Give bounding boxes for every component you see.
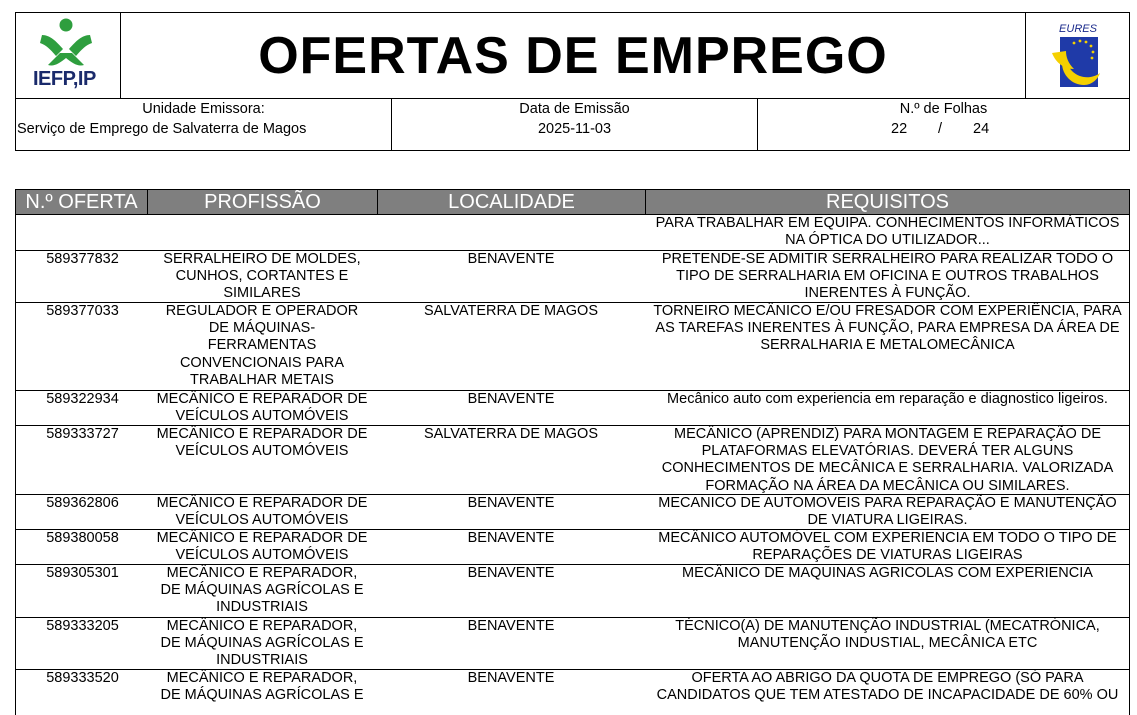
oferta-number: 589333205	[46, 618, 119, 634]
iefp-logo	[16, 13, 121, 98]
table-row	[16, 391, 1129, 426]
localidade: BENAVENTE	[467, 495, 555, 511]
oferta-number: 589377832	[46, 251, 119, 267]
column-header-oferta: N.º OFERTA	[25, 191, 138, 213]
requisitos: PARA TRABALHAR EM EQUIPA. CONHECIMENTOS INFORMÁTICOS NA ÓPTICA DO UTILIZADOR...	[655, 215, 1120, 249]
oferta-number: 589333727	[46, 426, 119, 442]
profissao: MECÂNICO E REPARADOR, DE MÁQUINAS AGRÍCOLAS E INDUSTRIAIS	[160, 565, 364, 616]
localidade: BENAVENTE	[467, 565, 555, 581]
localidade: BENAVENTE	[467, 618, 555, 634]
table-row	[16, 303, 1129, 391]
requisitos: MECÂNICO (APRENDIZ) PARA MONTAGEM E REPARAÇÃO DE PLATAFORMAS ELEVATÓRIAS. DEVERÁ TER ALGUNS CONHECIMENTOS DE MECÂNICA E SERRALHARIA. VALORIZADA FORMAÇÃO NA ÁREA DA MECÂNICA OU SIMILARES.	[661, 426, 1114, 494]
unidade-emissora-cell	[16, 99, 391, 151]
title-cell	[121, 13, 1025, 98]
table-row	[16, 618, 1129, 670]
requisitos: Mecânico auto com experiencia em reparação e diagnostico ligeiros.	[667, 391, 1108, 407]
unidade-emissora-value: Serviço de Emprego de Salvaterra de Magos	[17, 121, 307, 137]
oferta-number: 589333520	[46, 670, 119, 686]
table-row	[16, 215, 1129, 251]
unidade-emissora-label: Unidade Emissora:	[142, 101, 265, 117]
profissao: MECÂNICO E REPARADOR DE VEÍCULOS AUTOMÓVEIS	[156, 391, 368, 425]
requisitos: MECÂNICO DE MAQUINAS AGRICOLAS COM EXPERIENCIA	[682, 565, 1093, 581]
localidade: BENAVENTE	[467, 391, 555, 407]
localidade: BENAVENTE	[467, 251, 555, 267]
table-header	[15, 189, 1130, 215]
requisitos: TORNEIRO MECÂNICO E/OU FRESADOR COM EXPERIÊNCIA, PARA AS TAREFAS INERENTES À FUNÇÃO, PARA EMPRESA DA ÁREA DE SERRALHARIA E METALOMECÂNICA	[653, 303, 1122, 354]
eures-logo-text: EURES	[1059, 23, 1097, 35]
folha-separator: /	[938, 121, 943, 137]
profissao: MECÂNICO E REPARADOR DE VEÍCULOS AUTOMÓVEIS	[156, 530, 368, 564]
table-row	[16, 495, 1129, 530]
table-row	[16, 670, 1129, 715]
profissao: SERRALHEIRO DE MOLDES, CUNHOS, CORTANTES E SIMILARES	[163, 251, 361, 302]
requisitos: PRETENDE-SE ADMITIR SERRALHEIRO PARA REALIZAR TODO O TIPO DE SERRALHARIA EM OFICINA E OUTROS TRABALHOS INERENTES À FUNÇÃO.	[661, 251, 1114, 302]
data-emissao-label: Data de Emissão	[519, 101, 630, 117]
page-title: OFERTAS DE EMPREGO	[258, 26, 888, 85]
table-row	[16, 251, 1129, 303]
numero-folhas-cell	[757, 99, 1129, 151]
profissao: REGULADOR E OPERADOR DE MÁQUINAS- FERRAMENTAS CONVENCIONAIS PARA TRABALHAR METAIS	[165, 303, 359, 388]
column-header-localidade: LOCALIDADE	[377, 190, 645, 214]
folha-total: 24	[973, 121, 990, 137]
eures-logo	[1025, 13, 1129, 98]
document-header	[15, 12, 1130, 151]
profissao: MECÂNICO E REPARADOR, DE MÁQUINAS AGRÍCOLAS E INDUSTRIAIS	[160, 618, 364, 669]
requisitos: OFERTA AO ABRIGO DA QUOTA DE EMPREGO (SÓ PARA CANDIDATOS QUE TEM ATESTADO DE INCAPACIDADE DE 60% OU	[656, 670, 1119, 704]
numero-folhas-label: N.º de Folhas	[899, 101, 988, 117]
oferta-number: 589322934	[46, 391, 119, 407]
column-header-profissao: PROFISSÃO	[147, 190, 377, 214]
profissao: MECÂNICO E REPARADOR, DE MÁQUINAS AGRÍCOLAS E	[160, 670, 364, 704]
oferta-number: 589380058	[46, 530, 119, 546]
profissao: MECÂNICO E REPARADOR DE VEÍCULOS AUTOMÓVEIS	[156, 426, 368, 460]
requisitos: TÉCNICO(A) DE MANUTENÇÃO INDUSTRIAL (MECATRÓNICA, MANUTENÇÃO INDUSTIAL, MECÂNICA ETC	[675, 618, 1100, 652]
folha-atual: 22	[891, 121, 908, 137]
iefp-logo-text: IEFP,IP	[33, 68, 96, 90]
column-header-requisitos: REQUISITOS	[645, 190, 1129, 214]
localidade: SALVATERRA DE MAGOS	[423, 303, 599, 319]
table-body	[15, 215, 1130, 715]
header-info-row	[16, 98, 1129, 150]
table-row	[16, 530, 1129, 565]
oferta-number: 589305301	[46, 565, 119, 581]
table-row	[16, 426, 1129, 495]
data-emissao-cell	[391, 99, 757, 151]
oferta-number: 589362806	[46, 495, 119, 511]
profissao: MECÂNICO E REPARADOR DE VEÍCULOS AUTOMÓVEIS	[156, 495, 368, 529]
table-row	[16, 565, 1129, 618]
localidade: BENAVENTE	[467, 670, 555, 686]
oferta-number: 589377033	[46, 303, 119, 319]
localidade: SALVATERRA DE MAGOS	[423, 426, 599, 442]
data-emissao-value: 2025-11-03	[537, 121, 612, 137]
eures-logo-icon	[1026, 13, 1130, 97]
requisitos: MECÂNICO AUTOMÓVEL COM EXPERIENCIA EM TODO O TIPO DE REPARAÇÕES DE VIATURAS LIGEIRAS	[658, 530, 1117, 564]
localidade: BENAVENTE	[467, 530, 555, 546]
requisitos: MECANICO DE AUTOMOVEIS PARA REPARAÇÃO E MANUTENÇÃO DE VIATURA LIGEIRAS.	[658, 495, 1117, 529]
